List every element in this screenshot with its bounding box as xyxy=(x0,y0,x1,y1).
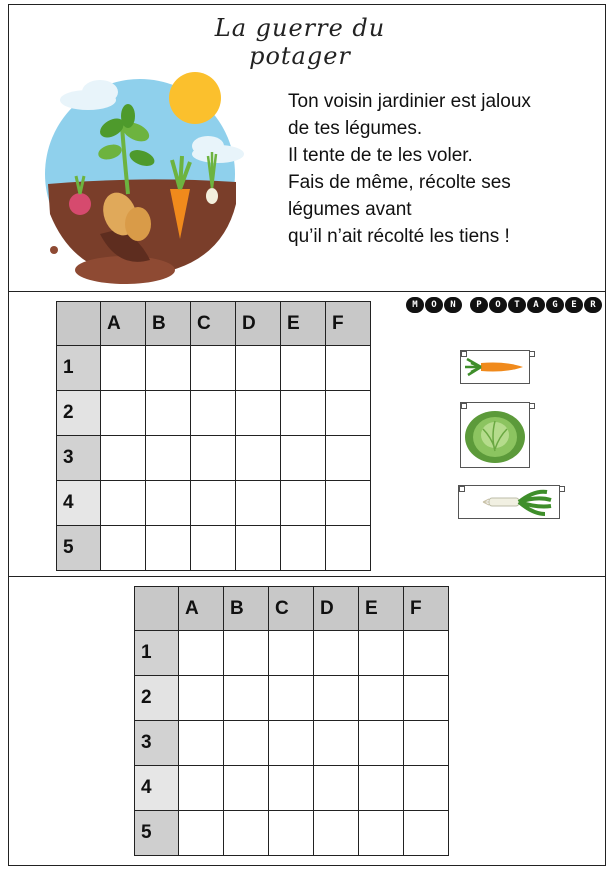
intro-line: Ton voisin jardinier est jaloux xyxy=(288,91,531,112)
label-letter: R xyxy=(584,297,602,313)
grid-cell-B4[interactable] xyxy=(224,766,269,811)
grid-cell-B2[interactable] xyxy=(146,391,191,436)
grid-cell-F5[interactable] xyxy=(404,811,449,856)
carrot-tile[interactable] xyxy=(460,350,530,384)
my-garden-label xyxy=(406,297,602,313)
neighbor-garden-grid xyxy=(134,586,449,856)
grid-cell-F3[interactable] xyxy=(404,721,449,766)
grid-cell-A5[interactable] xyxy=(101,526,146,571)
column-header: B xyxy=(224,587,269,631)
grid-cell-D2[interactable] xyxy=(314,676,359,721)
grid-cell-C1[interactable] xyxy=(191,346,236,391)
grid-row xyxy=(57,346,371,391)
intro-text xyxy=(288,88,578,250)
grid-cell-D2[interactable] xyxy=(236,391,281,436)
column-header: A xyxy=(101,302,146,346)
grid-cell-B4[interactable] xyxy=(146,481,191,526)
grid-cell-F4[interactable] xyxy=(326,481,371,526)
carrot-icon xyxy=(461,351,529,383)
label-letter: M xyxy=(406,297,424,313)
grid-cell-A2[interactable] xyxy=(101,391,146,436)
grid-cell-F1[interactable] xyxy=(326,346,371,391)
grid-cell-C2[interactable] xyxy=(191,391,236,436)
label-letter: N xyxy=(444,297,462,313)
grid-cell-C5[interactable] xyxy=(191,526,236,571)
grid-row xyxy=(135,676,449,721)
intro-line: qu’il n’ait récolté les tiens ! xyxy=(288,226,510,247)
grid-cell-C1[interactable] xyxy=(269,631,314,676)
grid-cell-A4[interactable] xyxy=(179,766,224,811)
grid-cell-E4[interactable] xyxy=(281,481,326,526)
row-header: 2 xyxy=(57,391,101,436)
row-header: 2 xyxy=(135,676,179,721)
grid-cell-F4[interactable] xyxy=(404,766,449,811)
my-garden-grid xyxy=(56,301,371,571)
grid-cell-A5[interactable] xyxy=(179,811,224,856)
grid-cell-C3[interactable] xyxy=(269,721,314,766)
label-letter: E xyxy=(565,297,583,313)
grid-cell-A3[interactable] xyxy=(179,721,224,766)
grid-row xyxy=(57,391,371,436)
intro-line: Il tente de te les voler. xyxy=(288,145,473,166)
column-header: F xyxy=(326,302,371,346)
column-header: D xyxy=(314,587,359,631)
grid-row xyxy=(57,481,371,526)
grid-cell-A1[interactable] xyxy=(101,346,146,391)
page-title: La guerre du potager xyxy=(214,14,386,70)
grid-cell-E3[interactable] xyxy=(359,721,404,766)
row-header: 1 xyxy=(57,346,101,391)
row-header: 4 xyxy=(135,766,179,811)
cloud-icon-left xyxy=(60,80,118,110)
leek-tile[interactable] xyxy=(458,485,560,519)
label-letter: T xyxy=(508,297,526,313)
grid-cell-B5[interactable] xyxy=(146,526,191,571)
grid-cell-A2[interactable] xyxy=(179,676,224,721)
cabbage-icon xyxy=(461,403,529,467)
grid-cell-C4[interactable] xyxy=(191,481,236,526)
column-header: E xyxy=(281,302,326,346)
grid-cell-E4[interactable] xyxy=(359,766,404,811)
grid-cell-E3[interactable] xyxy=(281,436,326,481)
grid-header-row xyxy=(135,587,449,631)
grid-corner xyxy=(135,587,179,631)
column-header: A xyxy=(179,587,224,631)
label-gap xyxy=(463,297,469,313)
column-header: C xyxy=(269,587,314,631)
grid-row xyxy=(135,766,449,811)
grid-cell-B1[interactable] xyxy=(146,346,191,391)
grid-cell-A1[interactable] xyxy=(179,631,224,676)
grid-cell-D1[interactable] xyxy=(314,631,359,676)
grid-cell-A4[interactable] xyxy=(101,481,146,526)
row-header: 4 xyxy=(57,481,101,526)
column-header: B xyxy=(146,302,191,346)
grid-cell-D5[interactable] xyxy=(236,526,281,571)
grid-cell-E1[interactable] xyxy=(281,346,326,391)
grid-cell-D4[interactable] xyxy=(314,766,359,811)
grid-cell-B3[interactable] xyxy=(224,721,269,766)
row-header: 3 xyxy=(135,721,179,766)
row-header: 3 xyxy=(57,436,101,481)
grid-cell-B2[interactable] xyxy=(224,676,269,721)
grid-cell-B5[interactable] xyxy=(224,811,269,856)
column-header: E xyxy=(359,587,404,631)
section-divider-bottom xyxy=(8,576,606,577)
grid-cell-D4[interactable] xyxy=(236,481,281,526)
column-header: D xyxy=(236,302,281,346)
grid-cell-C2[interactable] xyxy=(269,676,314,721)
label-letter: O xyxy=(489,297,507,313)
grid-cell-E2[interactable] xyxy=(359,676,404,721)
intro-line: légumes avant xyxy=(288,199,412,220)
grid-row xyxy=(57,526,371,571)
sun-icon xyxy=(169,72,221,124)
grid-cell-A3[interactable] xyxy=(101,436,146,481)
grid-cell-D3[interactable] xyxy=(236,436,281,481)
section-divider-top xyxy=(8,291,606,292)
grid-row xyxy=(135,721,449,766)
leek-icon xyxy=(459,486,559,518)
grid-cell-E2[interactable] xyxy=(281,391,326,436)
grid-row xyxy=(135,811,449,856)
cloud-icon-right xyxy=(192,136,244,163)
grid-corner xyxy=(57,302,101,346)
garden-illustration xyxy=(40,64,250,288)
label-letter: G xyxy=(546,297,564,313)
intro-line: de tes légumes. xyxy=(288,118,423,139)
grid-cell-F5[interactable] xyxy=(326,526,371,571)
grid-cell-F2[interactable] xyxy=(326,391,371,436)
grid-header-row xyxy=(57,302,371,346)
grid-row xyxy=(57,436,371,481)
grid-cell-F1[interactable] xyxy=(404,631,449,676)
grid-cell-D5[interactable] xyxy=(314,811,359,856)
label-letter: O xyxy=(425,297,443,313)
row-header: 5 xyxy=(57,526,101,571)
grid-cell-D3[interactable] xyxy=(314,721,359,766)
grid-cell-E5[interactable] xyxy=(359,811,404,856)
grid-cell-F2[interactable] xyxy=(404,676,449,721)
cabbage-tile[interactable] xyxy=(460,402,530,468)
column-header: F xyxy=(404,587,449,631)
grid-cell-E1[interactable] xyxy=(359,631,404,676)
intro-line: Fais de même, récolte ses xyxy=(288,172,511,193)
grid-cell-C3[interactable] xyxy=(191,436,236,481)
row-header: 1 xyxy=(135,631,179,676)
grid-cell-C5[interactable] xyxy=(269,811,314,856)
grid-cell-B1[interactable] xyxy=(224,631,269,676)
row-header: 5 xyxy=(135,811,179,856)
grid-row xyxy=(135,631,449,676)
column-header: C xyxy=(191,302,236,346)
grid-cell-E5[interactable] xyxy=(281,526,326,571)
label-letter: P xyxy=(470,297,488,313)
grid-cell-C4[interactable] xyxy=(269,766,314,811)
grid-cell-B3[interactable] xyxy=(146,436,191,481)
grid-cell-F3[interactable] xyxy=(326,436,371,481)
grid-cell-D1[interactable] xyxy=(236,346,281,391)
label-letter: A xyxy=(527,297,545,313)
